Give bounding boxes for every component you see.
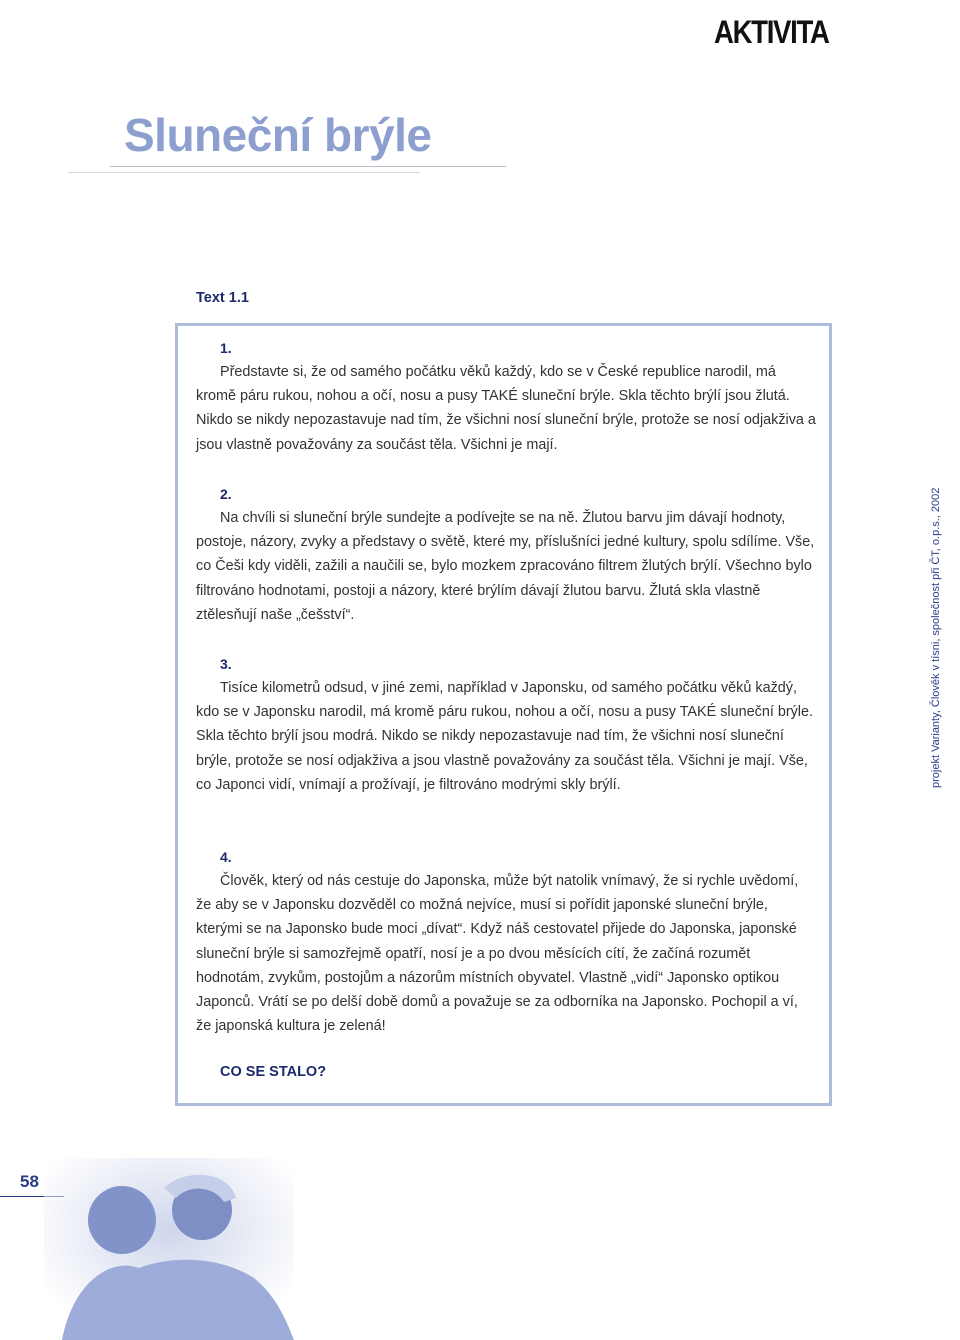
text-label: Text 1.1 [196, 290, 249, 306]
section-3 [196, 652, 816, 797]
title-underline [110, 166, 506, 167]
title-underline-secondary [68, 172, 420, 173]
section-number: 4. [220, 849, 232, 865]
decorative-photo [44, 1158, 294, 1340]
aktivita-badge: AKTIVITA [714, 14, 829, 50]
page-title: Sluneční brýle [124, 109, 432, 161]
child-head-left [88, 1186, 156, 1254]
section-number: 1. [220, 340, 232, 356]
section-body: Tisíce kilometrů odsud, v jiné zemi, například v Japonsku, od samého počátku věků každý, kdo se v Japonsku narodil, má kromě páru rukou, nohou a očí, nosu a pusy TAKÉ sluneční brýle. Skla těchto brýlí jsou modrá. Nikdo se nikdy nepozastavuje nad tím, že všichni nosí sluneční brýle, protože se nosí odjakživa a jsou vlastně považovány za součást těla. Všichni je mají. Vše, co Japonci vidí, vnímají a prožívají, je filtrováno modrými skly brýlí. [196, 680, 814, 793]
section-body: Představte si, že od samého počátku věků každý, kdo se v České republice narodil, má kromě páru rukou, nohou a očí, nosu a pusy TAKÉ sluneční brýle. Skla těchto brýlí jsou žlutá. Nikdo se nikdy nepozastavuje nad tím, že všichni nosí sluneční brýle, protože se nosí odjakživa a jsou vlastně považovány za součást těla. Všichni je mají. [196, 364, 816, 453]
page-number: 58 [20, 1172, 39, 1191]
section-body: Na chvíli si sluneční brýle sundejte a podívejte se na ně. Žlutou barvu jim dávají hodnoty, postoje, názory, zvyky a představy o světě, které my, příslušníci jedné kultury, spolu sdílíme. Vše, co Češi kdy viděli, zažili a naučili se, bylo mozkem zpracováno filtrem žlutých brýlí. Všechno bylo filtrováno hodnotami, postoji a názory, které brýlím dávají žlutou barvu. Žlutá skla vlastně ztělesňují naše „češství“. [196, 510, 815, 623]
side-credit: projekt Varianty, Člověk v tísni, společnost při ČT, o.p.s., 2002 [930, 487, 942, 788]
section-number: 3. [220, 656, 232, 672]
section-1 [196, 336, 816, 457]
section-body: Člověk, který od nás cestuje do Japonska, může být natolik vnímavý, že si rychle uvědomí, že aby se v Japonsku dozvěděl co možná nejvíce, musí si pořídit japonské sluneční brýle, kterými se na Japonsko bude moci „dívat“. Když náš cestovatel přijede do Japonska, japonské sluneční brýle si samozřejmě opatří, nosí je a po dvou měsících cítí, že začíná rozumět hodnotám, zvykům, postojům a názorům místních obyvatel. Vlastně „vidí“ Japonsko optikou Japonců. Vrátí se po delší době domů a považuje se za odborníka na Japonsko. Pochopil a ví, že japonská kultura je zelená! [196, 873, 799, 1035]
section-2 [196, 482, 816, 627]
section-4 [196, 845, 816, 1038]
closing-question: CO SE STALO? [220, 1064, 327, 1080]
section-number: 2. [220, 486, 232, 502]
